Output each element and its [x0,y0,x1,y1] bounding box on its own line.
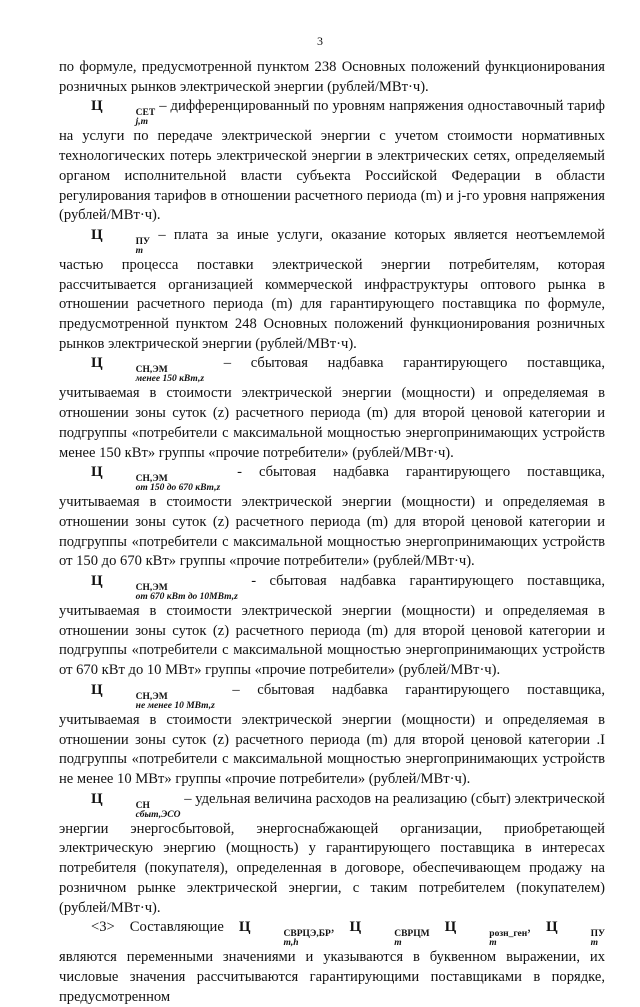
symbol-svrcm: Ц СВРЦМ m [349,919,430,949]
definition-markup-under-150kw: Ц СН,ЭМ менее 150 кВт,z – сбытовая надбавка гарантирующего поставщика, учитываемая в стоимости электрической энергии (мощности) и определяемая в отношении зоны суток (z) расчетного периода (m) для второй ценовой категории и подгруппы «потребители с максимальной мощностью энергопринимающих устройств менее 150 кВт» группы «прочие потребители» (рублей/МВт·ч). [59,355,605,461]
symbol-pu: Ц ПУ m [545,919,606,949]
document-body [59,58,605,1007]
definition-markup-over-10mw: Ц СН,ЭМ не менее 10 МВт,z – сбытовая надбавка гарантирующего поставщика, учитываемая в стоимости электрической энергии (мощности) и определяемая в отношении зоны суток (z) расчетного периода (m) для второй ценовой категории .I подгруппы «потребители с максимальной мощностью энергопринимающих устройств не менее 10 МВт» группы «прочие потребители» (рублей/МВт·ч). [59,681,605,787]
definition-sales-cost: Ц СН сбыт,ЭСО – удельная величина расходов на реализацию (сбыт) электрической энергии энергосбытовой, энергоснабжающей организации, приобретающей электрическую энергию (мощность) у гарантирующего поставщика в интересах потребителя (покупателя), определенная в договоре, обеспечивающем продажу на розничном рынке электрической энергии, с таким потребителем (покупателем) (рублей/МВт·ч). [59,790,605,916]
symbol-markup-150-670kw: Ц СН,ЭМ от 150 до 670 кВт,z [91,464,221,494]
symbol-svrce-br: Ц СВРЦЭ,БР m,h [238,919,331,949]
symbol-markup-under-150kw: Ц СН,ЭМ менее 150 кВт,z [91,355,205,385]
symbol-markup-over-10mw: Ц СН,ЭМ не менее 10 МВт,z [91,681,215,711]
symbol-other-services-fee: Ц ПУ m [91,226,151,256]
page-number: 3 [317,34,323,48]
symbol-markup-670kw-10mw: Ц СН,ЭМ от 670 кВт до 10МВт,z [91,573,238,603]
footnote-3: <3> Составляющие Ц СВРЦЭ,БР m,h , Ц СВРЦМ m Ц розн_ген m , Ц ПУ m являются переменными значениями и указываются в буквенном выражении, их числовые значения рассчитываются гарантирующими поставщиками в порядке, предусмотренном [59,919,606,1005]
paragraph-continuation: по формуле, предусмотренной пунктом 238 Основных положений функционирования розничных рынков электрической энергии (рублей/МВт·ч). [59,59,605,95]
symbol-rozn-gen: Ц розн_ген m [444,919,528,949]
definition-markup-670kw-10mw: Ц СН,ЭМ от 670 кВт до 10МВт,z - сбытовая надбавка гарантирующего поставщика, учитываемая в стоимости электрической энергии (мощности) и определяемая в отношении зоны суток (z) расчетного периода (m) для второй ценовой категории и подгруппы «потребители с максимальной мощностью энергопринимающих устройств от 670 кВт до 10 МВт» группы «прочие потребители» (рублей/МВт·ч). [59,573,605,679]
definition-markup-150-670kw: Ц СН,ЭМ от 150 до 670 кВт,z - сбытовая надбавка гарантирующего поставщика, учитываемая в стоимости электрической энергии (мощности) и определяемая в отношении зоны суток (z) расчетного периода (m) для второй ценовой категории и подгруппы «потребители с максимальной мощностью энергопринимающих устройств от 150 до 670 кВт» группы «прочие потребители» (рублей/МВт·ч). [59,464,605,570]
definition-other-services-fee: Ц ПУ m – плата за иные услуги, оказание которых является неотъемлемой частью процесса поставки электрической энергии потребителям, которая рассчитывается организацией коммерческой инфраструктуры оптового рынка в отношении расчетного периода (m) для гарантирующего поставщика по формуле, предусмотренной пунктом 248 Основных положений функционирования розничных рынков электрической энергии (рублей/МВт·ч). [59,226,605,352]
symbol-sales-cost: Ц СН сбыт,ЭСО [91,790,181,820]
definition-tariff-network: Ц СЕТ j,m – дифференцированный по уровням напряжения одноставочный тариф на услуги по передаче электрической энергии с учетом стоимости нормативных технологических потерь электрической энергии в электрических сетях, определяемый органом исполнительной власти субъекта Российской Федерации в области регулирования тарифов в отношении расчетного периода (m) и j-го уровня напряжения (рублей/МВт·ч). [59,98,605,224]
symbol-tariff-network: Ц СЕТ j,m [91,98,156,128]
